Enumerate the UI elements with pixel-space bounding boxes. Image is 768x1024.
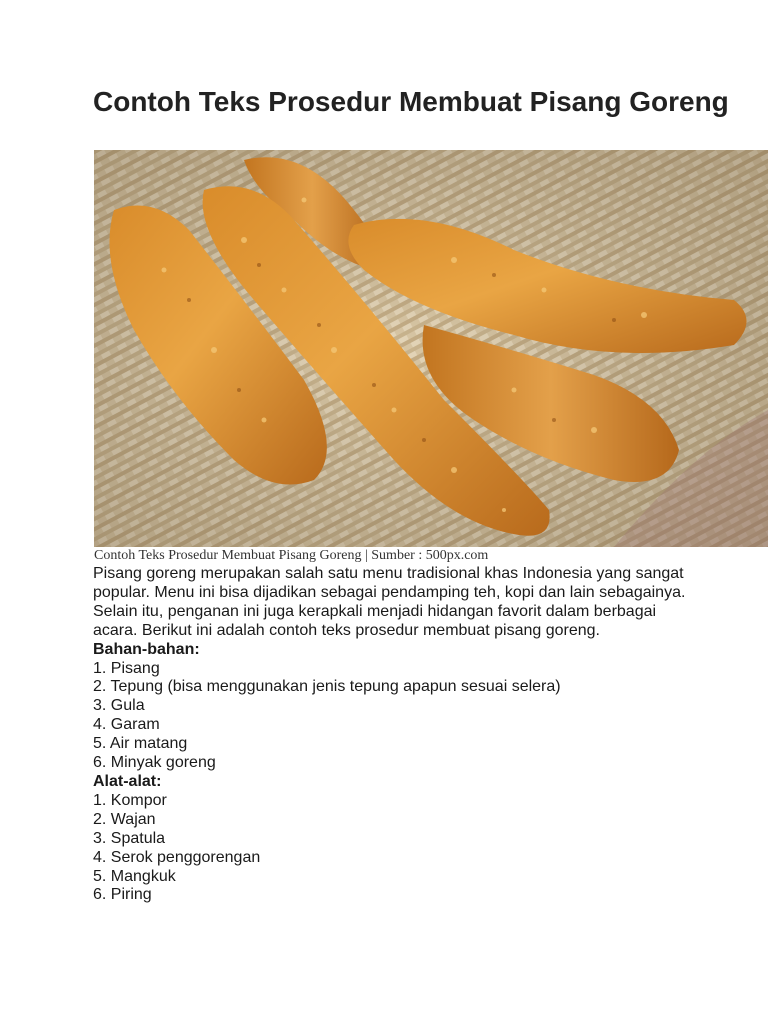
ingredients-heading: Bahan-bahan:	[93, 640, 200, 658]
tools-list	[93, 792, 693, 905]
list-item: 5. Air matang	[93, 735, 188, 753]
page-title: Contoh Teks Prosedur Membuat Pisang Goreng	[93, 86, 729, 117]
list-item: 6. Minyak goreng	[93, 754, 216, 772]
list-item: 5. Mangkuk	[93, 867, 176, 885]
list-item: 1. Pisang	[93, 659, 160, 677]
list-item: 1. Kompor	[93, 791, 167, 809]
list-item: 4. Garam	[93, 716, 160, 734]
list-item: 2. Wajan	[93, 810, 156, 828]
list-item: 4. Serok penggorengan	[93, 848, 261, 866]
list-item: 6. Piring	[93, 886, 152, 904]
intro-paragraph: Pisang goreng merupakan salah satu menu tradisional khas Indonesia yang sangat popular. Menu ini bisa dijadikan sebagai pendamping teh, kopi dan lain sebagainya. Selain itu, penganan ini juga kerapkali menjadi hidangan favorit dalam berbagai acara. Berikut ini adalah contoh teks prosedur membuat pisang goreng.	[93, 565, 686, 639]
article-body	[93, 565, 693, 905]
list-item: 3. Spatula	[93, 829, 166, 847]
ingredients-list	[93, 660, 693, 773]
list-item: 2. Tepung (bisa menggunakan jenis tepung apapun sesuai selera)	[93, 678, 561, 696]
image-caption: Contoh Teks Prosedur Membuat Pisang Goreng | Sumber : 500px.com	[94, 548, 489, 563]
tools-heading: Alat-alat:	[93, 772, 162, 790]
list-item: 3. Gula	[93, 697, 145, 715]
pisang-goreng-photo	[94, 150, 768, 547]
